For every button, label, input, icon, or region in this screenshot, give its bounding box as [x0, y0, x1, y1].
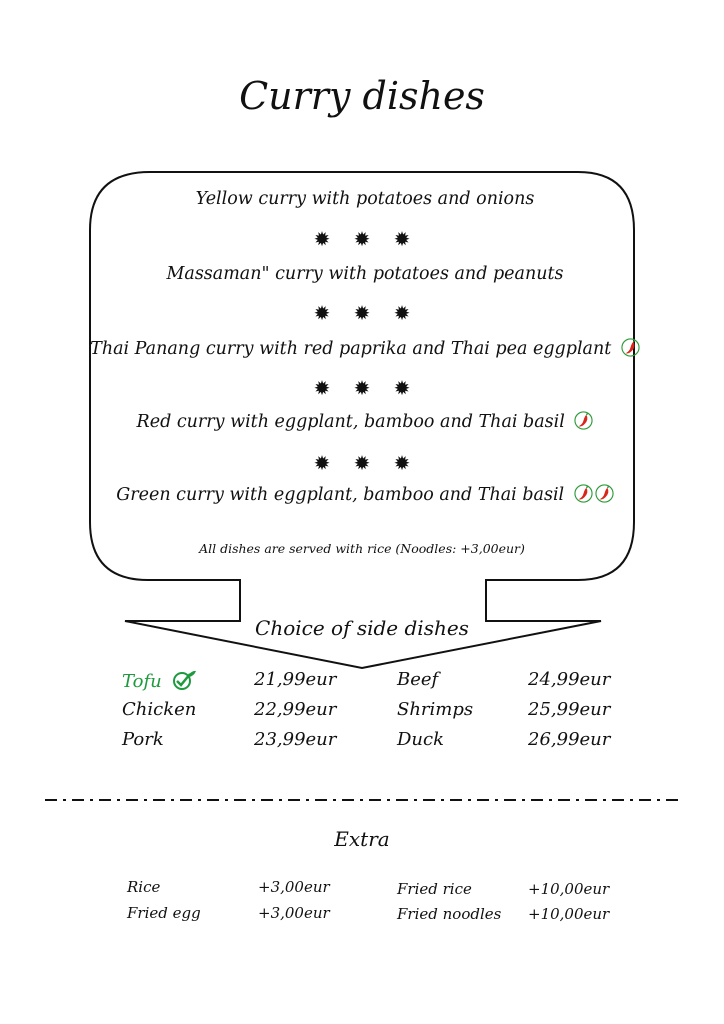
- side-item-name: Duck: [397, 729, 445, 750]
- curry-item-red: [80, 411, 650, 432]
- star-separator: [0, 451, 724, 475]
- extra-item-price: +10,00eur: [528, 880, 610, 898]
- star-icon: ✹: [353, 376, 371, 400]
- curry-item-massaman: [80, 264, 650, 284]
- curry-name: Red curry with eggplant, bamboo and Thai basil: [136, 412, 565, 432]
- star-icon: ✹: [353, 451, 371, 475]
- star-icon: ✹: [393, 451, 411, 475]
- side-dishes-title: Choice of side dishes: [255, 616, 469, 640]
- side-item-price: 25,99eur: [528, 699, 611, 720]
- star-separator: [0, 301, 724, 325]
- extra-item-name: Fried noodles: [397, 905, 502, 923]
- chili-pepper-icon: [574, 411, 593, 430]
- side-item-name: Beef: [397, 669, 439, 690]
- extra-item-name: Fried egg: [127, 904, 201, 922]
- curry-item-green: [80, 484, 650, 505]
- side-item-name: Chicken: [122, 699, 197, 720]
- star-icon: ✹: [353, 301, 371, 325]
- side-item-name: Pork: [122, 729, 164, 750]
- side-item-price: 26,99eur: [528, 729, 611, 750]
- served-with-rice-note: All dishes are served with rice (Noodles: +3,00eur): [199, 541, 525, 556]
- curry-name: Green curry with eggplant, bamboo and Thai basil: [116, 485, 565, 505]
- extra-item-name: Rice: [127, 878, 161, 896]
- side-item-price: 23,99eur: [254, 729, 337, 750]
- side-item-price: 24,99eur: [528, 669, 611, 690]
- star-icon: ✹: [393, 227, 411, 251]
- extra-item-price: +3,00eur: [258, 904, 330, 922]
- chili-pepper-icon: [574, 484, 593, 503]
- curry-name: Massaman" curry with potatoes and peanuts: [166, 264, 564, 284]
- side-item-name: Shrimps: [397, 699, 474, 720]
- curry-name: Thai Panang curry with red paprika and Thai pea eggplant: [90, 339, 612, 359]
- curry-name: Yellow curry with potatoes and onions: [195, 189, 535, 209]
- star-icon: ✹: [353, 227, 371, 251]
- side-item-price: 22,99eur: [254, 699, 337, 720]
- extra-item-name: Fried rice: [397, 880, 472, 898]
- vegan-check-icon: [171, 669, 197, 691]
- curry-item-panang: [80, 338, 650, 359]
- star-icon: ✹: [393, 376, 411, 400]
- extra-item-price: +3,00eur: [258, 878, 330, 896]
- star-icon: ✹: [313, 451, 331, 475]
- side-item-price: 21,99eur: [254, 669, 337, 690]
- chili-pepper-icon: [595, 484, 614, 503]
- star-icon: ✹: [393, 301, 411, 325]
- extra-item-price: +10,00eur: [528, 905, 610, 923]
- star-icon: ✹: [313, 301, 331, 325]
- star-icon: ✹: [313, 376, 331, 400]
- star-separator: [0, 227, 724, 251]
- star-icon: ✹: [313, 227, 331, 251]
- chili-pepper-icon: [621, 338, 640, 357]
- extra-title: Extra: [334, 827, 390, 851]
- side-item-name-tofu: Tofu: [122, 669, 197, 692]
- curry-item-yellow: [80, 189, 650, 209]
- page-title: Curry dishes: [239, 74, 485, 118]
- star-separator: [0, 376, 724, 400]
